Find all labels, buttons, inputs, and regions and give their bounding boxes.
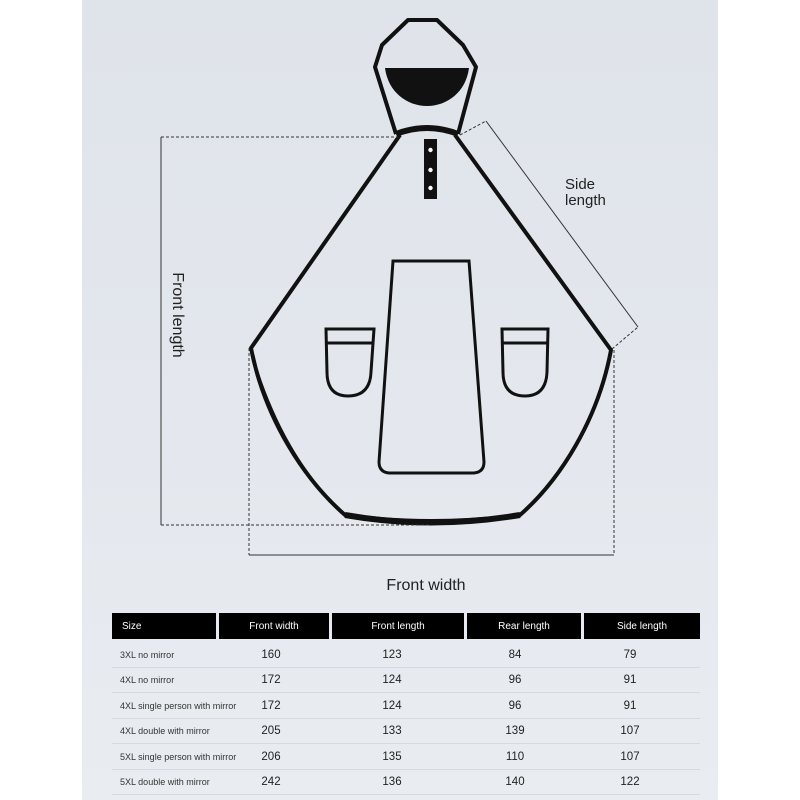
left-side-wedge: [251, 348, 345, 515]
header-side-length: Side length: [584, 613, 700, 639]
cell-side-length: 122: [620, 776, 640, 789]
cell-front-width: 205: [261, 725, 281, 738]
header-size: Size: [112, 613, 216, 639]
cell-front-width: 172: [261, 674, 281, 687]
cell-rear-length: 139: [505, 725, 525, 738]
cell-front-width: 242: [261, 776, 281, 789]
cell-size: 3XL no mirror: [120, 649, 175, 660]
bottom-hem: [345, 515, 520, 523]
snap-button-bottom: [428, 186, 432, 190]
header-rear-length: Rear length: [467, 613, 581, 639]
cell-size: 4XL no mirror: [120, 675, 175, 686]
table-row: [112, 642, 700, 668]
collar: [396, 128, 458, 134]
cell-front-length: 135: [382, 750, 402, 763]
right-side-wedge: [520, 350, 611, 515]
hood: [375, 20, 476, 134]
cell-front-length: 124: [382, 699, 402, 712]
cell-size: 5XL double with mirror: [120, 777, 210, 788]
cell-rear-length: 96: [508, 674, 522, 687]
cell-rear-length: 110: [505, 750, 525, 763]
center-window: [379, 261, 484, 473]
table-header: [112, 613, 700, 639]
header-front-width: Front width: [219, 613, 329, 639]
cell-front-length: 133: [382, 725, 402, 738]
snap-button-top: [428, 148, 432, 152]
snap-button-middle: [428, 168, 432, 172]
cell-size: 4XL single person with mirror: [120, 700, 237, 711]
header-front-length: Front length: [332, 613, 464, 639]
cell-rear-length: 140: [505, 776, 525, 789]
cell-front-width: 172: [261, 699, 281, 712]
table-row: [112, 719, 700, 745]
cell-front-length: 136: [382, 776, 402, 789]
cell-front-length: 123: [382, 648, 402, 661]
front-width-label: Front width: [386, 577, 466, 594]
cell-size: 4XL double with mirror: [120, 726, 210, 737]
cell-rear-length: 96: [508, 699, 522, 712]
table-row: [112, 744, 700, 770]
left-pocket: [326, 329, 374, 396]
cell-front-length: 124: [382, 674, 402, 687]
side-length-dimension: [460, 121, 638, 349]
front-length-label: Front length: [169, 272, 186, 358]
cell-size: 5XL single person with mirror: [120, 751, 237, 762]
size-table: [112, 613, 700, 795]
table-row: [112, 693, 700, 719]
front-length-dimension: [161, 137, 430, 525]
table-row: [112, 770, 700, 796]
table-row: [112, 668, 700, 694]
cell-front-width: 206: [261, 750, 281, 763]
cell-side-length: 91: [623, 699, 637, 712]
cell-side-length: 107: [620, 750, 640, 763]
cell-rear-length: 84: [508, 648, 522, 661]
cell-side-length: 91: [623, 674, 637, 687]
right-pocket: [502, 329, 548, 396]
hood-visor: [385, 68, 469, 106]
side-length-label: Side length: [565, 176, 606, 209]
cell-front-width: 160: [261, 648, 281, 661]
cell-side-length: 79: [623, 648, 637, 661]
cell-side-length: 107: [620, 725, 640, 738]
